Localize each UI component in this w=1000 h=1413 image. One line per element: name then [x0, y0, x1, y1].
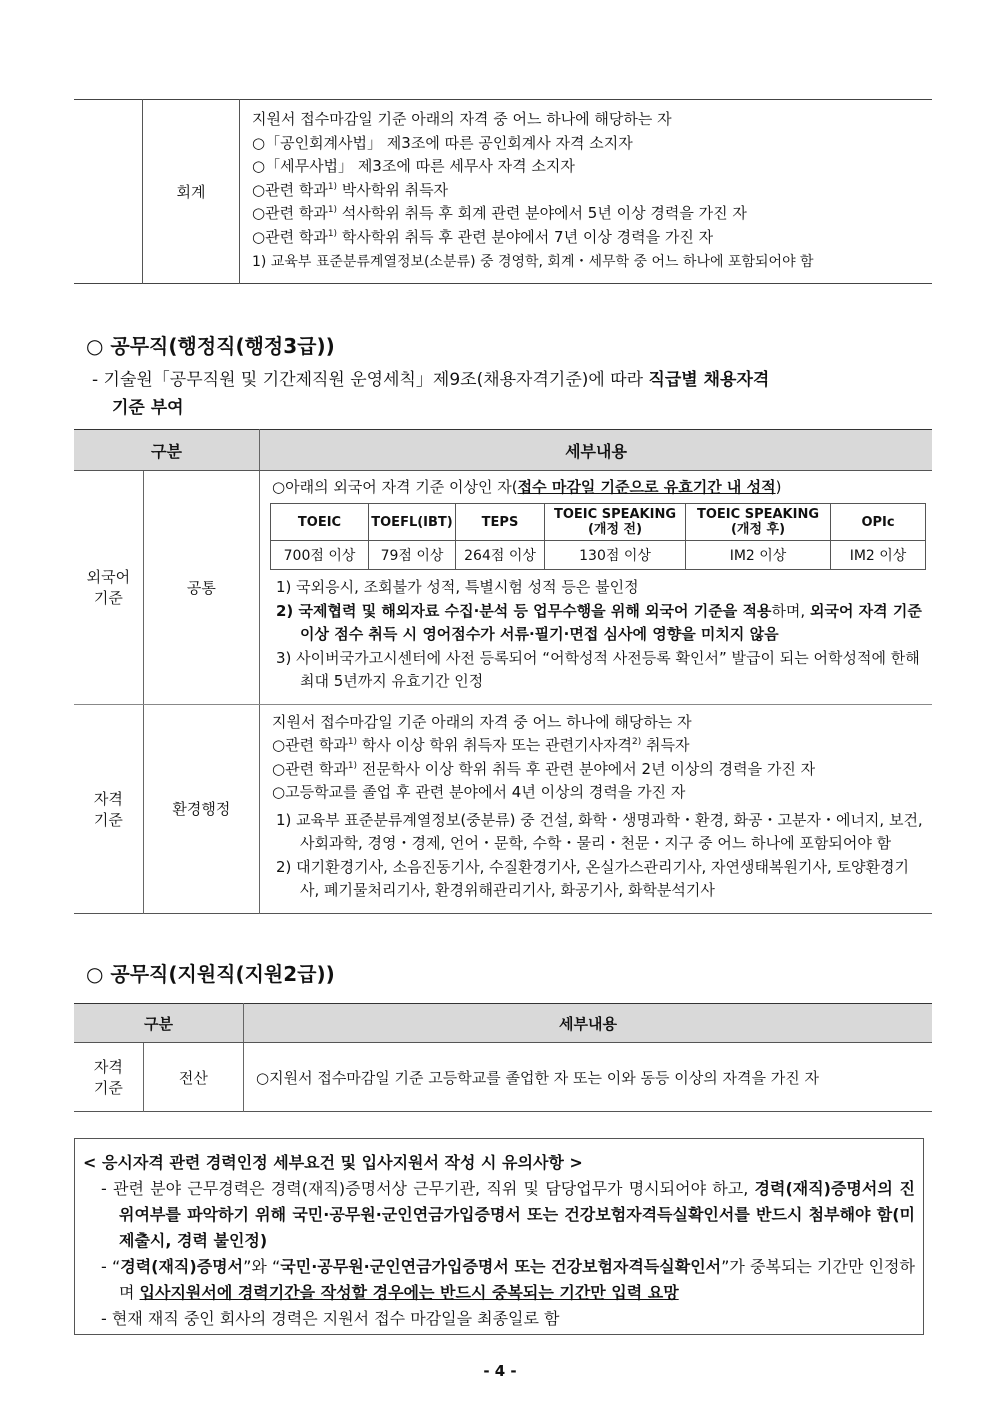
note-2: 2) 국제협력 및 해외자료 수집·분석 등 업무수행을 위해 외국어 기준을 적용하며, 외국어 자격 기준 이상 점수 취득 시 영어점수가 서류·필기·면접 심사에 영향을 미치지 않음: [276, 601, 922, 643]
score-value: 264점 이상: [456, 541, 545, 570]
footnote: 1) 교육부 표준분류계열정보(소분류) 중 경영학, 회계・세무학 중 어느 하나에 포함되어야 함: [252, 254, 814, 270]
detail-line: ○「세무사법」 제3조에 따른 세무사 자격 소지자: [252, 157, 575, 175]
score-value: 700점 이상: [271, 541, 369, 570]
score-table: [270, 503, 926, 570]
category-qualification: 자격 기준: [93, 1058, 123, 1097]
note-3: 3) 사이버국가고시센터에 사전 등록되어 “어학성적 사전등록 확인서” 발급이 되는 어학성적에 한해 최대 5년까지 유효기간 인정: [276, 648, 920, 690]
support-details: ○지원서 접수마감일 기준 고등학교를 졸업한 자 또는 이와 동등 이상의 자격을 가진 자: [244, 1043, 933, 1112]
note-2: 2) 대기환경기사, 소음진동기사, 수질환경기사, 온실가스관리기사, 자연생태복원기사, 토양환경기사, 폐기물처리기사, 환경위해관리기사, 화공기사, 화학분석기사: [276, 857, 909, 899]
notice-item-1: - 관련 분야 근무경력은 경력(재직)증명서상 근무기관, 직위 및 담당업무가 명시되어야 하고, 경력(재직)증명서의 진위여부를 파악하기 위해 국민·공무원·군인연금가입증명서 또는 건강보험자격득실확인서를 반드시 첨부해야 함(미제출시, 경력 불인정): [101, 1179, 915, 1250]
detail-line: 지원서 접수마감일 기준 아래의 자격 중 어느 하나에 해당하는 자: [272, 712, 692, 731]
support-qualification-table: [74, 1003, 932, 1112]
detail-line: ○관련 학과$^{1)}$ 전문학사 이상 학위 취득 후 관련 분야에서 2년 이상의 경력을 가진 자: [272, 759, 816, 778]
section-title-support: ○ 공무직(지원직(지원2급)): [86, 962, 335, 986]
language-details: [260, 471, 933, 705]
header-category: 구분: [74, 1004, 244, 1043]
category-language: 외국어 기준: [74, 471, 143, 705]
page-number: - 4 -: [483, 1362, 517, 1380]
detail-line: ○관련 학과$^{1)}$ 학사학위 취득 후 관련 분야에서 7년 이상 경력을 가진 자: [252, 227, 714, 246]
notice-title: < 응시자격 관련 경력인정 세부요건 및 입사지원서 작성 시 유의사항 >: [83, 1153, 583, 1172]
note-1: 1) 교육부 표준분류계열정보(중분류) 중 건설, 화학・생명과학・환경, 화공・고분자・에너지, 보건, 사회과학, 경영・경제, 언어・문학, 수학・물리・천문・지구 중 어느 하나에 포함되어야 함: [276, 810, 923, 852]
notice-box: [74, 1138, 924, 1335]
sub-computing: 전산: [143, 1043, 243, 1112]
section-intro: - 기술원「공무직원 및 기간제직원 운영세칙」제9조(채용자격기준)에 따라 직급별 채용자격 기준 부여: [92, 370, 770, 418]
notice-item-3: - 현재 재직 중인 회사의 경력은 지원서 접수 마감일을 최종일로 함: [101, 1309, 560, 1328]
score-header: TOEIC SPEAKING (개정 전): [545, 504, 686, 541]
accounting-details: [240, 100, 933, 284]
language-notes: [260, 576, 932, 698]
category-accounting: 회계: [143, 100, 240, 284]
sub-env-admin: 환경행정: [143, 704, 259, 913]
category-qualification: 자격 기준: [93, 789, 123, 829]
detail-line: 지원서 접수마감일 기준 아래의 자격 중 어느 하나에 해당하는 자: [252, 110, 672, 128]
note-1: 1) 국외응시, 조회불가 성적, 특별시험 성적 등은 불인정: [276, 578, 639, 596]
score-value: IM2 이상: [686, 541, 831, 570]
score-header: OPIc: [831, 504, 926, 541]
qualification-notes: [260, 805, 932, 907]
section-title-admin: ○ 공무직(행정직(행정3급)): [86, 334, 335, 358]
detail-line: ○관련 학과$^{1)}$ 박사학위 취득자: [252, 180, 449, 199]
score-header: TOEIC: [271, 504, 369, 541]
admin-qualification-table: [74, 429, 932, 914]
score-value: 79점 이상: [369, 541, 456, 570]
score-value: 130점 이상: [545, 541, 686, 570]
qualification-details: [260, 704, 933, 913]
score-header: TOEFL(IBT): [369, 504, 456, 541]
accounting-qualification-table: [74, 99, 932, 284]
score-value: IM2 이상: [831, 541, 926, 570]
header-details: 세부내용: [260, 430, 933, 471]
language-intro: ○아래의 외국어 자격 기준 이상인 자(접수 마감일 기준으로 유효기간 내 성적): [272, 478, 782, 496]
header-category: 구분: [74, 430, 260, 471]
notice-item-2: - “경력(재직)증명서”와 “국민·공무원·군인연금가입증명서 또는 건강보험자격득실확인서”가 중복되는 기간만 인정하며 입사지원서에 경력기간을 작성할 경우에는 반드시 중복되는 기간만 입력 요망: [101, 1257, 915, 1302]
header-details: 세부내용: [244, 1004, 933, 1043]
detail-line: ○관련 학과$^{1)}$ 학사 이상 학위 취득자 또는 관련기사자격$^{2)}$ 취득자: [272, 736, 690, 754]
detail-line: ○고등학교를 졸업 후 관련 분야에서 4년 이상의 경력을 가진 자: [272, 783, 686, 801]
detail-line: ○관련 학과$^{1)}$ 석사학위 취득 후 회계 관련 분야에서 5년 이상 경력을 가진 자: [252, 204, 747, 222]
sub-common: 공통: [143, 471, 259, 705]
blank-cell: [74, 100, 143, 284]
score-header: TEPS: [456, 504, 545, 541]
detail-line: ○「공인회계사법」 제3조에 따른 공인회계사 자격 소지자: [252, 133, 633, 152]
score-header: TOEIC SPEAKING (개정 후): [686, 504, 831, 541]
